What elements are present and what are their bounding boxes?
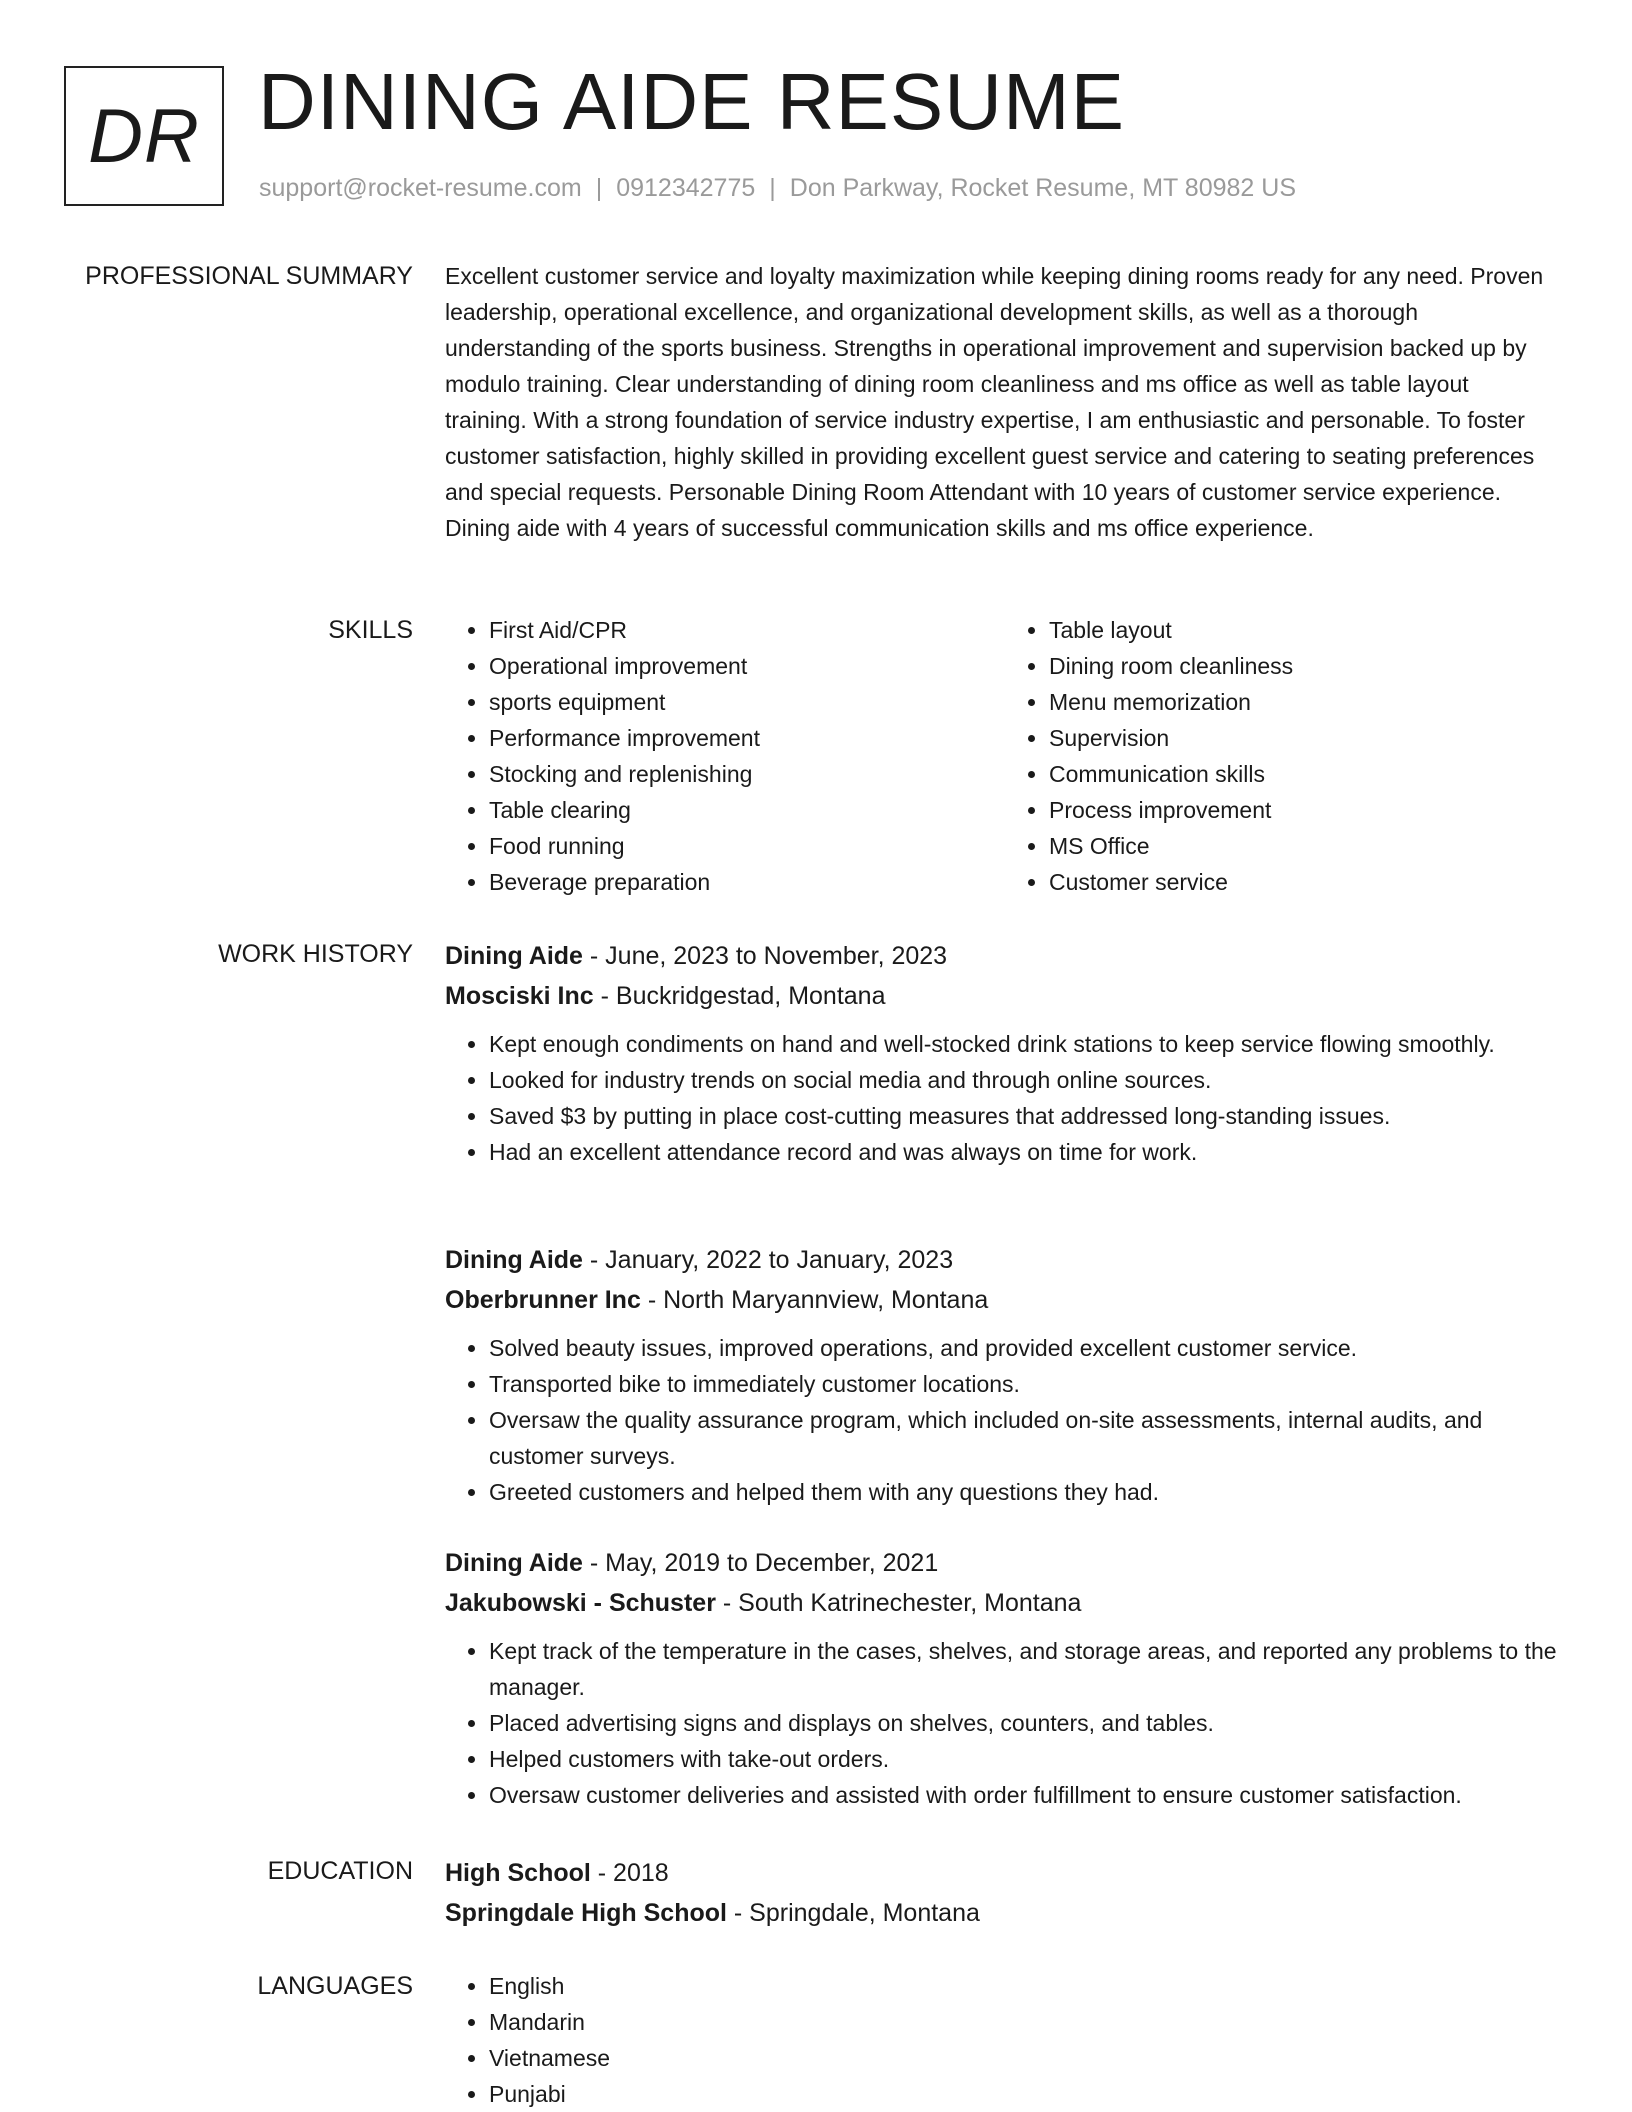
summary-text: Excellent customer service and loyalty maximization while keeping dining rooms ready for any need. Proven leadership, operational excellence, and organizational development skills, as well as a thorough understanding of the sports business. Strengths in operational improvement and supervision backed up by modulo training. Clear understanding of dining room cleanliness and ms office as well as table layout training. With a strong foundation of service industry expertise, I am enthusiastic and personable. To foster customer satisfaction, highly skilled in providing excellent guest service and catering to seating preferences and special requests. Personable Dining Room Attendant with 10 years of customer service experience. Dining aide with 4 years of successful communication skills and ms office experience. — [445, 263, 1544, 541]
monogram-initials: DR — [88, 93, 200, 179]
job-entry — [445, 1543, 1565, 1813]
job-dates: - May, 2019 to December, 2021 — [582, 1549, 939, 1577]
resume-title: DINING AIDE RESUME — [258, 57, 1126, 146]
skill-item: • Table layout — [1049, 612, 1565, 648]
job-bullet: • Helped customers with take-out orders. — [489, 1741, 1565, 1777]
contact-separator: | — [595, 174, 603, 202]
section-label-skills: SKILLS — [328, 616, 413, 644]
job-title: Dining Aide — [445, 942, 583, 970]
contact-phone[interactable]: 0912342775 — [616, 174, 756, 202]
contact-separator: | — [769, 174, 776, 202]
job-bullet: • Saved $3 by putting in place cost-cutting measures that addressed long-standing issues. — [489, 1098, 1565, 1134]
job-bullets — [445, 1330, 1565, 1510]
education-year: - 2018 — [590, 1859, 669, 1887]
job-bullet: • Greeted customers and helped them with any questions they had. — [489, 1474, 1565, 1510]
education-school: Springdale High School — [445, 1899, 727, 1927]
job-title: Dining Aide — [445, 1549, 583, 1577]
job-bullet: • Had an excellent attendance record and was always on time for work. — [489, 1134, 1565, 1170]
language-item: • Mandarin — [489, 2004, 1565, 2040]
job-bullet: • Transported bike to immediately customer locations. — [489, 1366, 1565, 1402]
monogram-logo — [64, 66, 224, 206]
job-bullet: • Kept track of the temperature in the cases, shelves, and storage areas, and reported any problems to the manager. — [489, 1633, 1565, 1705]
section-label-work: WORK HISTORY — [218, 940, 413, 968]
skill-item: • Food running — [489, 828, 1005, 864]
job-dates: - January, 2022 to January, 2023 — [582, 1246, 954, 1274]
job-title: Dining Aide — [445, 1246, 583, 1274]
job-title-line — [445, 1543, 1565, 1583]
skill-item: • Dining room cleanliness — [1049, 648, 1565, 684]
job-title-line — [445, 936, 1565, 976]
skill-item: • Performance improvement — [489, 720, 1005, 756]
job-bullet: • Placed advertising signs and displays on shelves, counters, and tables. — [489, 1705, 1565, 1741]
skill-item: • Process improvement — [1049, 792, 1565, 828]
job-location: - North Maryannview, Montana — [640, 1286, 989, 1314]
job-company: Mosciski Inc — [445, 982, 594, 1010]
language-item: • English — [489, 1968, 1565, 2004]
section-label-languages: LANGUAGES — [257, 1972, 413, 2000]
education-school-line — [445, 1893, 1565, 1933]
job-entry — [445, 1240, 1565, 1510]
job-location: - South Katrinechester, Montana — [715, 1589, 1082, 1617]
skill-item: • Customer service — [1049, 864, 1565, 900]
section-label-education: EDUCATION — [267, 1857, 413, 1885]
job-company-line — [445, 976, 1565, 1016]
skill-item: • Communication skills — [1049, 756, 1565, 792]
skill-item: • Operational improvement — [489, 648, 1005, 684]
job-bullet: • Oversaw the quality assurance program, which included on-site assessments, internal audits, and customer surveys. — [489, 1402, 1565, 1474]
skills-list-right — [1005, 612, 1565, 900]
job-title-line — [445, 1240, 1565, 1280]
education-location: - Springdale, Montana — [726, 1899, 980, 1927]
skill-item: • Stocking and replenishing — [489, 756, 1005, 792]
job-company-line — [445, 1583, 1565, 1623]
job-dates: - June, 2023 to November, 2023 — [582, 942, 948, 970]
skill-item: • Supervision — [1049, 720, 1565, 756]
job-company: Jakubowski - Schuster — [445, 1589, 716, 1617]
job-company-line — [445, 1280, 1565, 1320]
language-item: • Vietnamese — [489, 2040, 1565, 2076]
skill-item: • First Aid/CPR — [489, 612, 1005, 648]
job-bullet: • Kept enough condiments on hand and well-stocked drink stations to keep service flowing smoothly. — [489, 1026, 1565, 1062]
job-bullet: • Solved beauty issues, improved operations, and provided excellent customer service. — [489, 1330, 1565, 1366]
education-degree: High School — [445, 1859, 591, 1887]
job-entry — [445, 936, 1565, 1170]
job-company: Oberbrunner Inc — [445, 1286, 641, 1314]
section-label-summary: PROFESSIONAL SUMMARY — [85, 262, 413, 290]
job-bullets — [445, 1633, 1565, 1813]
job-bullets — [445, 1026, 1565, 1170]
job-bullet: • Oversaw customer deliveries and assisted with order fulfillment to ensure customer satisfaction. — [489, 1777, 1565, 1813]
contact-email[interactable]: support@rocket-resume.com — [259, 174, 582, 202]
skill-item: • sports equipment — [489, 684, 1005, 720]
contact-address: Don Parkway, Rocket Resume, MT 80982 US — [789, 174, 1296, 202]
education-degree-line — [445, 1853, 1565, 1893]
languages-list — [445, 1968, 1565, 2112]
contact-line — [259, 174, 1296, 203]
job-location: - Buckridgestad, Montana — [593, 982, 886, 1010]
skill-item: • Menu memorization — [1049, 684, 1565, 720]
job-bullet: • Looked for industry trends on social media and through online sources. — [489, 1062, 1565, 1098]
skills-list-left — [445, 612, 1005, 900]
language-item: • Punjabi — [489, 2076, 1565, 2112]
skill-item: • Table clearing — [489, 792, 1005, 828]
skill-item: • Beverage preparation — [489, 864, 1005, 900]
skill-item: • MS Office — [1049, 828, 1565, 864]
